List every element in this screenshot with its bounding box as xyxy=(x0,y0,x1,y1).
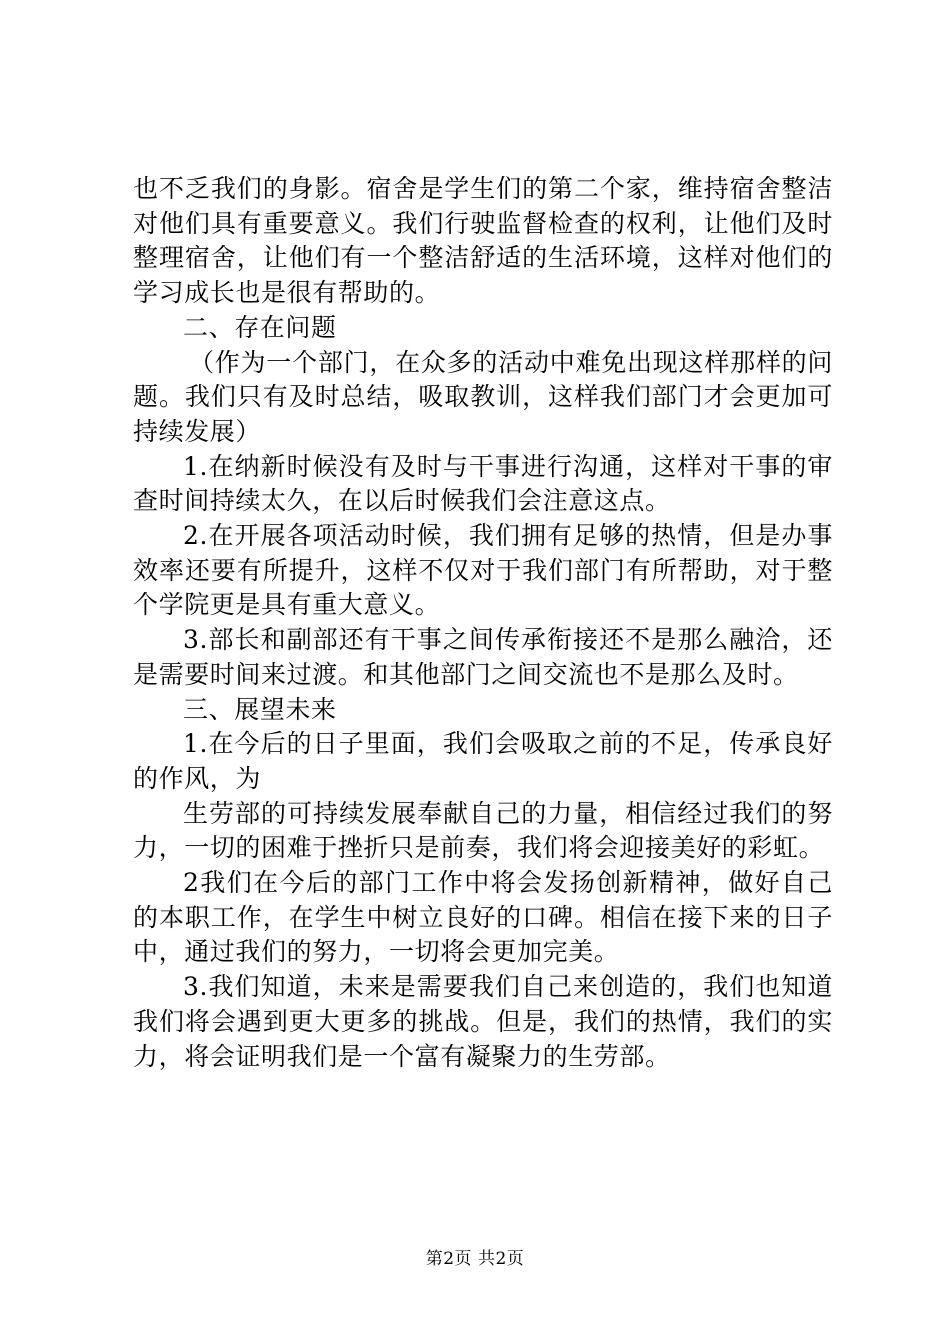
paragraph-problem-2: 2.在开展各项活动时候，我们拥有足够的热情，但是办事效率还要有所提升，这样不仅对于我们部门有所帮助，对于整个学院更是具有重大意义。 xyxy=(133,521,833,620)
paragraph-outlook-2: 2我们在今后的部门工作中将会发扬创新精神，做好自己的本职工作，在学生中树立良好的口碑。相信在接下来的日子中，通过我们的努力，一切将会更加完美。 xyxy=(133,868,833,967)
paragraph-outlook-3: 3.我们知道，未来是需要我们自己来创造的，我们也知道我们将会遇到更大更多的挑战。但是，我们的热情，我们的实力，将会证明我们是一个富有凝聚力的生劳部。 xyxy=(133,972,833,1071)
section-heading-outlook: 三、展望未来 xyxy=(183,694,337,724)
document-body xyxy=(133,172,833,1074)
paragraph-problem-1: 1.在纳新时候没有及时与干事进行沟通，这样对干事的审查时间持续太久，在以后时候我们会注意这点。 xyxy=(133,451,833,516)
paragraph-dormitory: 也不乏我们的身影。宿舍是学生们的第二个家，维持宿舍整洁对他们具有重要意义。我们行驶监督检查的权利，让他们及时整理宿舍，让他们有一个整洁舒适的生活环境，这样对他们的学习成长也是很有帮助的。 xyxy=(133,174,833,308)
section-heading-problems: 二、存在问题 xyxy=(183,312,337,342)
paragraph-problem-3: 3.部长和副部还有干事之间传承衔接还不是那么融洽，还是需要时间来过渡。和其他部门之间交流也不是那么及时。 xyxy=(133,625,833,689)
paragraph-outlook-1: 1.在今后的日子里面，我们会吸取之前的不足，传承良好的作风，为 xyxy=(133,729,833,793)
paragraph-problems-intro: （作为一个部门，在众多的活动中难免出现这样那样的问题。我们只有及时总结，吸取教训，这样我们部门才会更加可持续发展） xyxy=(133,347,833,446)
paragraph-outlook-1-continued: 生劳部的可持续发展奉献自己的力量，相信经过我们的努力，一切的困难于挫折只是前奏，我们将会迎接美好的彩虹。 xyxy=(133,798,833,863)
page-number-footer: 第2页 共2页 xyxy=(425,1249,525,1269)
